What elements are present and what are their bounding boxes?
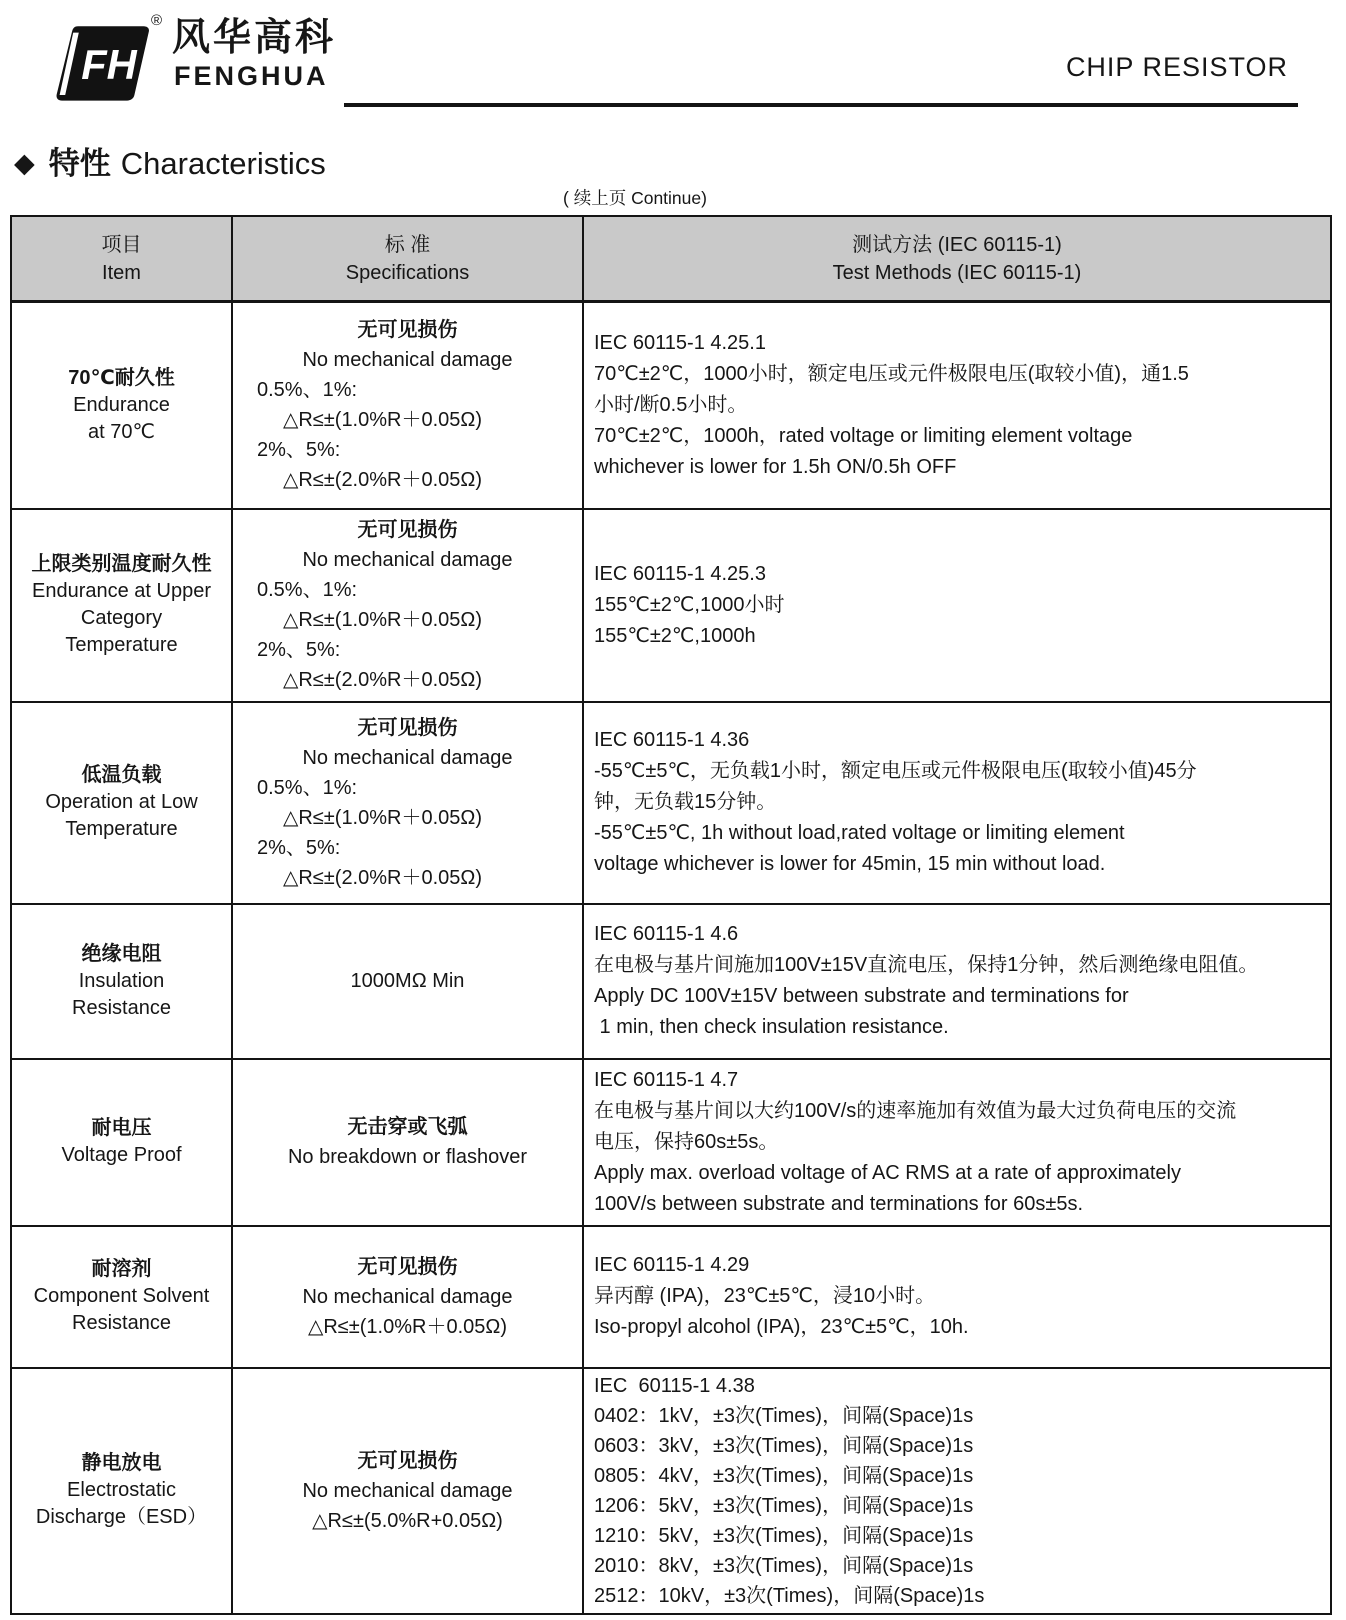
method-line: IEC 60115-1 4.25.1 [594, 331, 766, 354]
spec-line: △R≤±(1.0%R＋0.05Ω) [283, 609, 483, 631]
col-header-specifications [232, 216, 583, 302]
spec-cell [232, 509, 583, 702]
item-line: 低温负载 [81, 764, 162, 786]
table-row [11, 904, 1331, 1059]
method-cell [583, 509, 1331, 702]
item-line: 绝缘电阻 [81, 942, 162, 965]
method-line: 在电极与基片间施加100V±15V直流电压，保持1分钟，然后测绝缘电阻值。 [594, 954, 1259, 976]
item-line: Endurance at Upper [31, 580, 211, 602]
method-line: 2512：10kV，±3次(Times)，间隔(Space)1s [594, 1584, 985, 1607]
method-line: 电压，保持60s±5s。 [594, 1130, 779, 1153]
item-line: at 70℃ [88, 420, 155, 443]
col-header-test-methods [583, 216, 1331, 302]
spec-line: △R≤±(5.0%R+0.05Ω) [312, 1509, 503, 1532]
table-row [11, 702, 1331, 904]
spec-line: △R≤±(1.0%R＋0.05Ω) [307, 1315, 507, 1338]
method-cell [583, 1368, 1331, 1614]
item-line: Operation at Low [45, 791, 198, 813]
characteristics-table [10, 215, 1332, 1615]
method-line: 在电极与基片间以大约100V/s的速率施加有效值为最大过负荷电压的交流 [594, 1099, 1237, 1122]
method-line: IEC 60115-1 4.29 [594, 1254, 750, 1276]
table-row [11, 1368, 1331, 1614]
diamond-bullet-icon: ◆ [14, 148, 35, 178]
item-line: 上限类别温度耐久性 [31, 553, 212, 575]
item-line: Voltage Proof [61, 1144, 182, 1166]
col-header-item-cn: 项目 [101, 233, 142, 256]
method-line: IEC 60115-1 4.6 [594, 923, 739, 945]
header-rule [344, 103, 1298, 107]
method-line: 2010：8kV，±3次(Times)，间隔(Space)1s [594, 1554, 974, 1577]
method-line: 1210：5kV，±3次(Times)，间隔(Space)1s [594, 1524, 974, 1547]
section-title-cn: 特性 [48, 146, 111, 181]
characteristics-table-body [11, 302, 1331, 1614]
item-line: Endurance [73, 393, 170, 416]
spec-cell [232, 302, 583, 509]
spec-line: △R≤±(1.0%R＋0.05Ω) [283, 409, 483, 432]
spec-line: 0.5%、1%: [257, 776, 358, 799]
item-line: Resistance [72, 1312, 171, 1334]
col-header-item [11, 216, 232, 302]
table-header-row [11, 216, 1331, 302]
brand-name-cn: 风华高科 [172, 17, 337, 59]
spec-line: 无可见损伤 [357, 1449, 458, 1472]
method-line: 100V/s between substrate and terminations for 60s±5s. [594, 1192, 1084, 1215]
col-header-item-en: Item [102, 261, 141, 284]
item-line: Component Solvent [33, 1285, 210, 1307]
spec-cell [232, 702, 583, 904]
spec-line: No mechanical damage [302, 349, 513, 372]
spec-line: 0.5%、1%: [257, 579, 358, 601]
item-line: Temperature [65, 634, 178, 656]
spec-line: 2%、5%: [257, 639, 341, 661]
spec-line: △R≤±(2.0%R＋0.05Ω) [283, 469, 483, 492]
item-cell [11, 1059, 232, 1226]
item-line: Discharge（ESD） [35, 1506, 208, 1528]
spec-cell [232, 1368, 583, 1614]
method-cell [583, 1226, 1331, 1368]
method-line: IEC 60115-1 4.25.3 [594, 562, 766, 585]
method-line: 1206：5kV，±3次(Times)，间隔(Space)1s [594, 1494, 974, 1517]
spec-line: No mechanical damage [302, 1479, 513, 1502]
method-line: 小时/断0.5小时。 [594, 393, 748, 416]
item-cell [11, 509, 232, 702]
table-row [11, 1226, 1331, 1368]
item-cell [11, 702, 232, 904]
spec-line: No breakdown or flashover [287, 1146, 527, 1168]
spec-cell [232, 1059, 583, 1226]
col-header-specifications-en: Specifications [345, 261, 470, 284]
method-line: 0402：1kV，±3次(Times)，间隔(Space)1s [594, 1404, 974, 1427]
method-cell [583, 302, 1331, 509]
spec-line: 无击穿或飞弧 [347, 1116, 468, 1138]
method-line: whichever is lower for 1.5h ON/0.5h OFF [594, 455, 957, 478]
method-line: 1 min, then check insulation resistance. [594, 1016, 949, 1038]
method-line: 70℃±2℃，1000h，rated voltage or limiting element voltage [594, 424, 1133, 447]
item-line: 70℃耐久性 [68, 366, 175, 389]
method-line: Apply max. overload voltage of AC RMS at a rate of approximately [594, 1161, 1181, 1184]
table-row [11, 509, 1331, 702]
method-line: -55℃±5℃, 1h without load,rated voltage or limiting element [594, 822, 1125, 844]
item-line: Insulation [78, 969, 165, 992]
section-title-en: Characteristics [120, 146, 326, 181]
method-line: voltage whichever is lower for 45min, 15 min without load. [594, 853, 1106, 875]
fenghua-logo-icon [54, 22, 150, 104]
method-line: IEC 60115-1 4.38 [594, 1374, 755, 1397]
method-line: 钟，无负载15分钟。 [594, 791, 777, 813]
col-header-test-methods-cn: 测试方法 (IEC 60115-1) [852, 233, 1062, 256]
spec-line: 2%、5%: [257, 439, 341, 462]
spec-line: No mechanical damage [302, 1285, 513, 1308]
method-cell [583, 1059, 1331, 1226]
method-line: Apply DC 100V±15V between substrate and terminations for [594, 985, 1129, 1007]
item-cell [11, 302, 232, 509]
spec-line: △R≤±(2.0%R＋0.05Ω) [283, 669, 483, 691]
item-line: Resistance [72, 996, 171, 1019]
continue-note: ( 续上页 Continue) [563, 188, 707, 208]
spec-line: 1000MΩ Min [350, 970, 465, 992]
spec-line: △R≤±(1.0%R＋0.05Ω) [283, 806, 483, 829]
method-line: IEC 60115-1 4.36 [594, 729, 750, 751]
method-line: 0805：4kV，±3次(Times)，间隔(Space)1s [594, 1464, 974, 1487]
method-line: 155℃±2℃,1000h [594, 624, 756, 647]
spec-line: △R≤±(2.0%R＋0.05Ω) [283, 866, 483, 889]
spec-line: 无可见损伤 [357, 716, 458, 739]
spec-line: 无可见损伤 [357, 519, 458, 541]
spec-line: No mechanical damage [302, 549, 513, 571]
section-title [14, 138, 326, 183]
table-row [11, 1059, 1331, 1226]
method-cell [583, 702, 1331, 904]
registered-trademark-icon: ® [151, 12, 163, 29]
item-line: 耐溶剂 [91, 1258, 152, 1280]
item-line: 耐电压 [91, 1117, 152, 1139]
item-cell [11, 904, 232, 1059]
method-line: 70℃±2℃，1000小时，额定电压或元件极限电压(取较小值)，通1.5 [594, 362, 1189, 385]
item-line: 静电放电 [81, 1452, 162, 1474]
method-line: IEC 60115-1 4.7 [594, 1068, 739, 1091]
spec-cell [232, 1226, 583, 1368]
method-line: 异丙醇 (IPA)，23℃±5℃，浸10小时。 [594, 1285, 936, 1307]
method-line: 0603：3kV，±3次(Times)，间隔(Space)1s [594, 1434, 974, 1457]
spec-line: No mechanical damage [302, 746, 513, 769]
table-row [11, 302, 1331, 509]
method-line: Iso-propyl alcohol (IPA)，23℃±5℃，10h. [594, 1316, 969, 1338]
spec-line: 2%、5%: [257, 836, 341, 859]
doc-title: CHIP RESISTOR [1065, 52, 1288, 82]
col-header-specifications-cn: 标 准 [384, 233, 431, 256]
spec-line: 无可见损伤 [357, 1255, 458, 1278]
logo-monogram: FH [81, 41, 137, 88]
method-line: -55℃±5℃，无负载1小时，额定电压或元件极限电压(取较小值)45分 [594, 760, 1197, 782]
spec-line: 0.5%、1%: [257, 379, 358, 402]
col-header-test-methods-en: Test Methods (IEC 60115-1) [832, 261, 1082, 284]
item-cell [11, 1226, 232, 1368]
spec-cell [232, 904, 583, 1059]
method-line: 155℃±2℃,1000小时 [594, 593, 785, 616]
item-line: Electrostatic [67, 1479, 176, 1501]
brand-name-en: FENGHUA [174, 61, 329, 91]
item-line: Temperature [65, 818, 178, 840]
item-line: Category [80, 607, 163, 629]
method-cell [583, 904, 1331, 1059]
spec-line: 无可见损伤 [357, 319, 458, 342]
item-cell [11, 1368, 232, 1614]
